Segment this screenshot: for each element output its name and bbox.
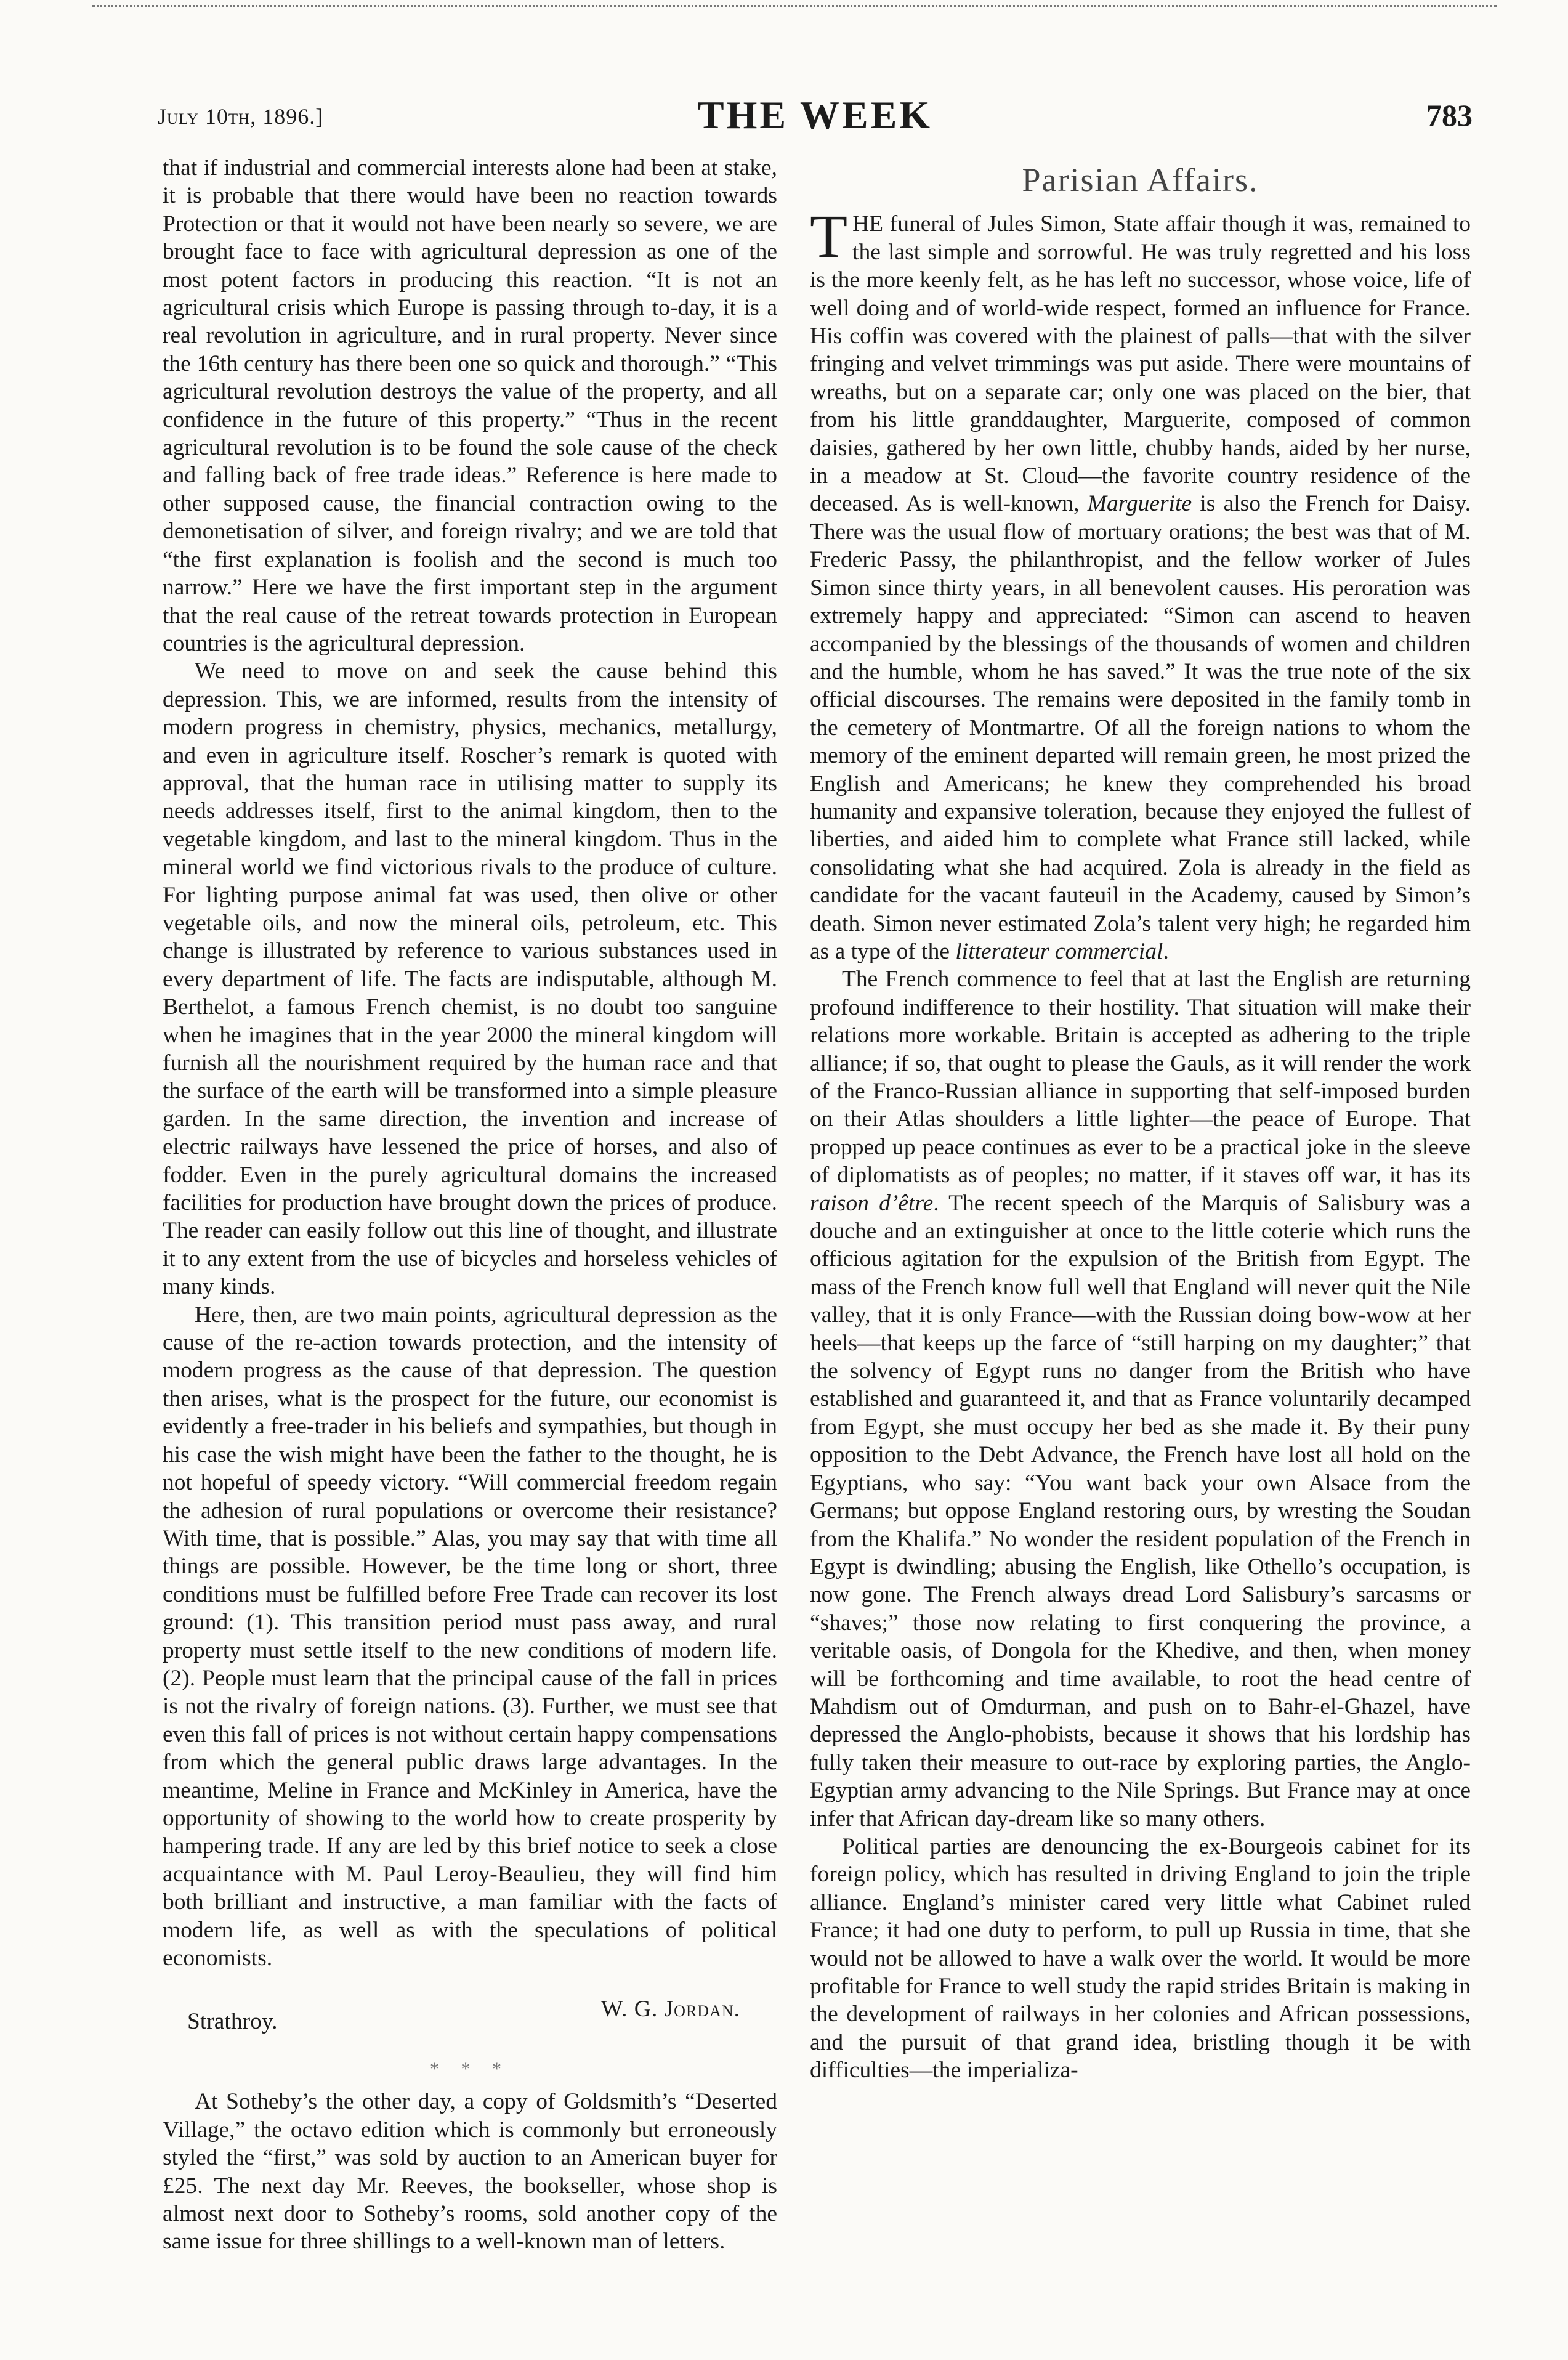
- paragraph-text: The French commence to feel that at last the English are returning profound indifference to their hostility. That situation will make their relations more workable. Britain is accepted as adhering to the triple alliance; if so, that ought to please the Gauls, as it will render the work of the Franco-Russian alliance in supporting that self-imposed burden on their Atlas shoulders a little lighter—the peace of Europe. That propped up peace continues as ever to be a practical joke in the sleeve of diplomatists as of peoples; no matter, if it staves off war, it has its: [810, 967, 1471, 1188]
- right-paragraph-2: [810, 965, 1471, 1833]
- issue-date: July 10th, 1896.]: [158, 104, 324, 129]
- drop-cap: T: [810, 202, 848, 271]
- left-paragraph-2: We need to move on and seek the cause behind this depression. This, we are informed, results from the intensity of modern progress in chemistry, physics, mechanics, metallurgy, and even in agriculture itself. Roscher’s remark is quoted with approval, that the human race in utilising matter to supply its needs addresses itself, first to the animal kingdom, then to the vegetable kingdom, and last to the mineral kingdom. Thus in the mineral world we find victorious rivals to the produce of culture. For lighting purpose animal fat was used, then olive or other vegetable oils, and now the mineral oils, petroleum, etc. This change is illustrated by reference to various substances used in every department of life. The facts are indisputable, although M. Berthelot, a famous French chemist, is no doubt too sanguine when he imagines that in the year 2000 the mineral kingdom will furnish all the nourishment required by the human race and that the surface of the earth will be transformed into a simple pleasure garden. In the same direction, the invention and increase of electric railways have lessened the price of horses, and also of fodder. Even in the purely agricultural domains the increased facilities for production have brought down the prices of produce. The reader can easily follow out this line of thought, and illustrate it to any extent from the use of bicycles and horseless vehicles of many kinds.: [163, 659, 777, 1300]
- left-paragraph-3: Here, then, are two main points, agricultural depression as the cause of the re-action towards protection, and the intensity of modern progress as the cause of that depression. The question then arises, what is the prospect for the future, our economist is evidently a free-trader in his beliefs and sympathies, but though in his case the wish might have been the father to the thought, he is not hopeful of speedy victory. “Will commercial freedom regain the adhesion of rural populations or overcome their resistance? With time, that is possible.” Alas, you may say that with time all things are possible. However, be the time long or short, three conditions must be fulfilled before Free Trade can recover its lost ground: (1). This transition period must pass away, and rural property must settle itself to the new conditions of modern life. (2). People must learn that the principal cause of the fall in prices is not the rivalry of foreign nations. (3). Further, we must see that even this fall of prices is not without certain happy compensations from which the general public draws large advantages. In the meantime, Meline in France and McKinley in America, have the opportunity of showing to the world how to create prosperity by hampering trade. If any are led by this brief notice to seek a close acquaintance with M. Paul Leroy-Beaulieu, they will find him both brilliant and instructive, a man familiar with the facts of modern life, as well as with the speculations of political economists.: [163, 1302, 777, 1971]
- article-title: Parisian Affairs.: [1022, 161, 1259, 198]
- page-header: [158, 92, 1473, 142]
- signature-place: Strathroy.: [187, 2009, 278, 2035]
- italic-term: raison d’être: [810, 1190, 934, 1216]
- page-number: 783: [1426, 98, 1473, 132]
- signature-row: [163, 1989, 777, 2051]
- sothebys-note: At Sotheby’s the other day, a copy of Goldsmith’s “Deserted Village,” the octavo edition which is commonly but erroneously styled the “first,” was sold by auction to an American buyer for £25. The next day Mr. Reeves, the bookseller, whose shop is almost next door to Sotheby’s rooms, sold another copy of the same issue for three shillings to a well-known man of letters.: [163, 2089, 777, 2255]
- publication-title: THE WEEK: [697, 93, 933, 137]
- right-paragraph-1: [810, 202, 1471, 965]
- signature-author: W. G. Jordan.: [601, 1997, 740, 2022]
- paragraph-text: .: [1163, 938, 1169, 964]
- right-paragraph-3: Political parties are denouncing the ex-Bourgeois cabinet for its foreign policy, which has resulted in driving England to join the triple alliance. England’s minister cared very little what Cabinet ruled France; it had one duty to perform, to pull up Russia in time, that she would not be allowed to have a walk over the world. It would be more profitable for France to well study the rapid strides Britain is making in the development of railways in her colonies and African possessions, and the pursuit of that grand idea, bristling though it be with difficulties—the imperializa-: [810, 1833, 1471, 2083]
- left-column: [163, 154, 777, 2256]
- lead-word: HE: [852, 211, 884, 237]
- italic-term: litterateur commercial: [955, 938, 1163, 964]
- right-column: [810, 154, 1471, 2085]
- paragraph-text: funeral of Jules Simon, State affair though it was, remained to the last simple and sorrowful. He was truly regretted and his loss is the more keenly felt, as he has left no successor, whose voice, life of well doing and of world-wide respect, formed an influence for France. His coffin was covered with the plainest of palls—that with the silver fringing and velvet trimmings was put aside. There were mountains of wreaths, but on a separate car; only one was placed on the bier, that from his little granddaughter, Marguerite, composed of common daisies, gathered by her own little, chubby hands, aided by her nurse, in a meadow at St. Cloud—the favorite country residence of the deceased. As is well-known,: [810, 211, 1471, 517]
- paragraph-text: . The recent speech of the Marquis of Salisbury was a douche and an extinguisher at once to the little coterie which runs the officious agitation for the expulsion of the British from Egypt. The mass of the French know full well that England will never quit the Nile valley, that it is only France—with the Russian doing bow-wow at her heels—that keeps up the farce of “still harping on my daughter;” that the solvency of Egypt runs no danger from the British who have established and guaranteed it, and that as France voluntarily decamped from Egypt, she must occupy her bed as she made it. By their puny opposition to the Debt Advance, the French have lost all hold on the Egyptians, who say: “You want back your own Alsace from the Germans; but oppose England restoring ours, by wresting the Soudan from the Khalifa.” No wonder the resident population of the French in Egypt is dwindling; abusing the English, like Othello’s occupation, is now gone. The French always dread Lord Salisbury’s sarcasms or “shaves;” those now relating to first conquering the province, a veritable oasis, of Dongola for the Khedive, and then, when money will be forthcoming and time available, to root the head centre of Mahdism out of Omdurman, and push on to Bahr-el-Ghazel, have depressed the Anglo-phobists, because it shows that his lordship has fully taken their measure to out-race by exploring parties, the Anglo-Egyptian army advancing to the Nile Springs. But France may at once infer that African day-dream like so many others.: [810, 1190, 1471, 1831]
- italic-term: Marguerite: [1087, 491, 1192, 517]
- paragraph-text: is also the French for Daisy. There was the usual flow of mortuary orations; the best was that of M. Frederic Passy, the philanthropist, and the fellow worker of Jules Simon since thirty years, in all benevolent causes. His peroration was extremely happy and appreciated: “Simon can ascend to heaven accompanied by the blessings of the thousands of women and children and the humble, whom he has saved.” It was the true note of the six official discourses. The remains were deposited in the family tomb in the cemetery of Montmartre. Of all the foreign nations to whom the memory of the eminent departed will remain green, he most prized the English and Americans; he knew they comprehended his broad humanity and expansive toleration, because they enjoyed the fullest of liberties, and aided him to complete what France still lacked, while consolidating what she had acquired. Zola is already in the field as candidate for the vacant fauteuil in the Academy, caused by Simon’s death. Simon never estimated Zola’s talent very high; he regarded him as a type of the: [810, 491, 1471, 964]
- top-dotted-rule: [92, 5, 1497, 7]
- left-paragraph-1: that if industrial and commercial interests alone had been at stake, it is probable that there would have been no reaction towards Protection or that it would not have been nearly so severe, we are brought face to face with agricultural depression as one of the most potent factors in producing this reaction. “It is not an agricultural crisis which Europe is passing through to-day, it is a real revolution in agriculture, and in rural property. Never since the 16th century has there been one so quick and thorough.” “This agricultural revolution destroys the value of the property, and all confidence in the future of this property.” “Thus in the recent agricultural revolution is to be found the sole cause of the check and falling back of free trade ideas.” Reference is here made to other supposed cause, the financial contraction owing to the demonetisation of silver, and foreign rivalry; and we are told that “the first explanation is foolish and the second is much too narrow.” Here we have the first important step in the argument that the real cause of the retreat towards protection in European countries is the agricultural depression.: [163, 155, 777, 656]
- section-separator: * * *: [430, 2059, 510, 2080]
